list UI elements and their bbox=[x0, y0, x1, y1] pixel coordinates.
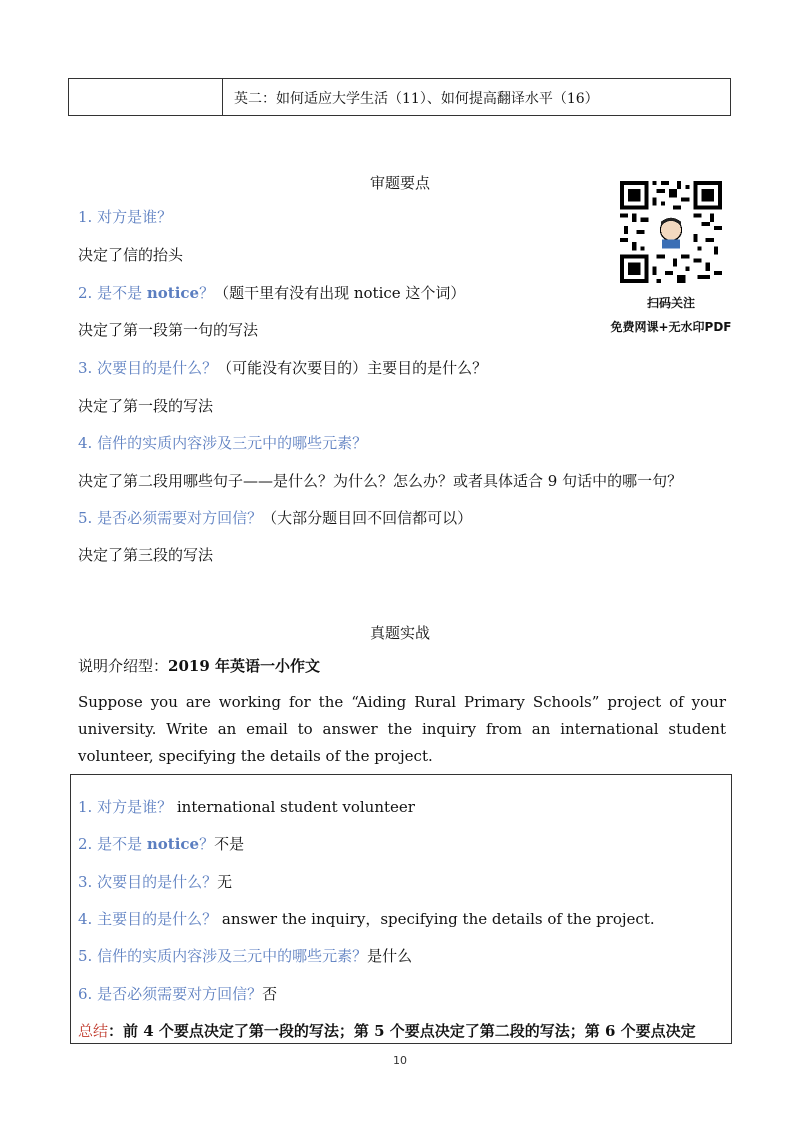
box-summary bbox=[78, 1021, 696, 1041]
box-question-2-suffix: ？ bbox=[199, 835, 215, 853]
answer-4: 决定了第二段用哪些句子——是什么？为什么？怎么办？或者具体适合 9 句话中的哪一句？ bbox=[78, 472, 683, 490]
intro-bold: 2019 年英语一小作文 bbox=[168, 657, 320, 675]
box-question-5: 5. 信件的实质内容涉及三元中的哪些元素？ bbox=[78, 947, 368, 965]
intro-prefix: 说明介绍型： bbox=[78, 657, 169, 675]
box-answer-1: international student volunteer bbox=[176, 798, 415, 816]
box-answer-6: 否 bbox=[262, 985, 278, 1003]
summary-label: 总结 bbox=[78, 1022, 109, 1040]
box-answer-4: answer the inquiry，specifying the details of the project. bbox=[221, 910, 655, 928]
box-item-1 bbox=[78, 797, 415, 817]
table-cell-right: 英二：如何适应大学生活（11）、如何提高翻译水平（16） bbox=[234, 91, 599, 107]
intro-line bbox=[78, 656, 320, 676]
answer-5: 决定了第三段的写法 bbox=[78, 546, 214, 564]
box-item-2 bbox=[78, 834, 244, 854]
box-item-6 bbox=[78, 984, 277, 1004]
box-question-1: 1. 对方是谁？ bbox=[78, 798, 173, 816]
qr-caption-free-course: 免费网课+无水印PDF bbox=[610, 320, 732, 334]
question-2 bbox=[78, 283, 465, 303]
top-table bbox=[68, 78, 731, 116]
box-question-2-notice: notice bbox=[146, 835, 200, 853]
qr-code-icon[interactable] bbox=[620, 181, 722, 283]
question-2-note: （题干里有没有出现 notice 这个词） bbox=[214, 284, 466, 302]
question-2-prefix: 2. 是不是 bbox=[78, 284, 147, 302]
question-1: 1. 对方是谁？ bbox=[78, 208, 173, 226]
qr-caption-follow: 扫码关注 bbox=[646, 296, 695, 310]
box-question-3: 3. 次要目的是什么？ bbox=[78, 873, 218, 891]
box-answer-5: 是什么 bbox=[367, 947, 413, 965]
writing-prompt: Suppose you are working for the “Aiding Rural Primary Schools” project of your university. Write an email to answer the inquiry from an international student volunteer, specifying the details of the project. bbox=[78, 693, 726, 765]
question-5 bbox=[78, 508, 472, 528]
question-2-notice: notice bbox=[146, 284, 200, 302]
table-cell-left bbox=[69, 79, 223, 115]
section-heading-practice: 真题实战 bbox=[369, 624, 430, 642]
box-question-6: 6. 是否必须需要对方回信？ bbox=[78, 985, 263, 1003]
question-2-suffix: ？ bbox=[199, 284, 215, 302]
box-item-5 bbox=[78, 946, 412, 966]
question-3-text: 3. 次要目的是什么？ bbox=[78, 359, 218, 377]
box-question-4: 4. 主要目的是什么？ bbox=[78, 910, 218, 928]
question-5-text: 5. 是否必须需要对方回信？ bbox=[78, 509, 263, 527]
box-item-4 bbox=[78, 909, 655, 929]
box-answer-2: 不是 bbox=[214, 835, 245, 853]
question-4: 4. 信件的实质内容涉及三元中的哪些元素？ bbox=[78, 434, 368, 452]
answer-1: 决定了信的抬头 bbox=[78, 246, 184, 264]
section-heading-review: 审题要点 bbox=[369, 174, 430, 192]
question-3-note: （可能没有次要目的）主要目的是什么？ bbox=[217, 359, 488, 377]
answer-3: 决定了第一段的写法 bbox=[78, 397, 214, 415]
box-answer-3: 无 bbox=[217, 873, 233, 891]
question-5-note: （大部分题目回不回信都可以） bbox=[262, 509, 473, 527]
answer-2: 决定了第一段第一句的写法 bbox=[78, 321, 259, 339]
question-3 bbox=[78, 358, 487, 378]
page-number: 10 bbox=[393, 1054, 407, 1067]
summary-text: ：前 4 个要点决定了第一段的写法；第 5 个要点决定了第二段的写法；第 6 个要点决定 bbox=[108, 1022, 696, 1040]
box-item-3 bbox=[78, 872, 232, 892]
box-question-2-prefix: 2. 是不是 bbox=[78, 835, 147, 853]
